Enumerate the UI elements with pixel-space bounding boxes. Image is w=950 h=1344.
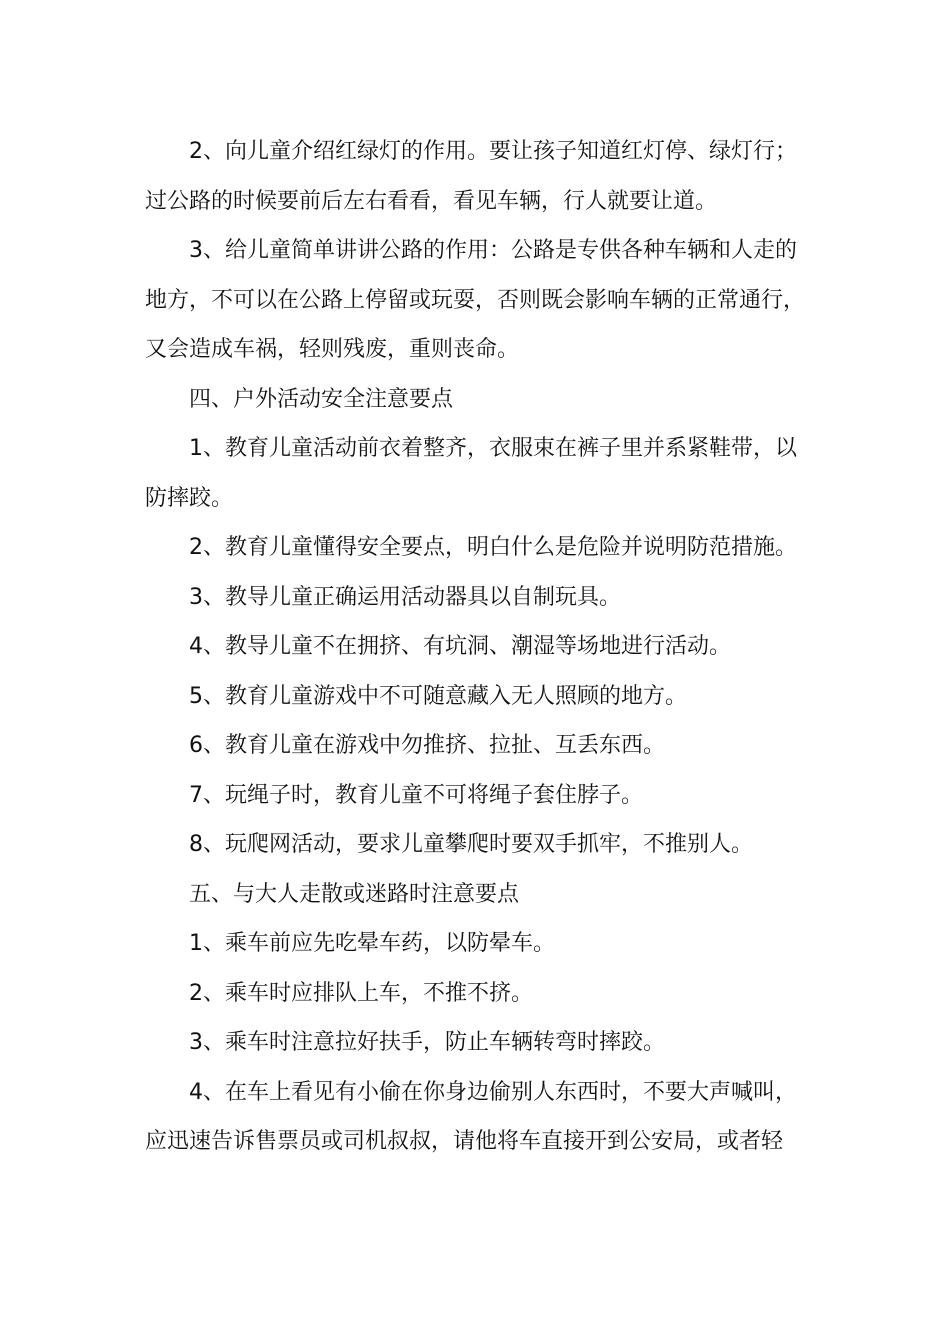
paragraph-lost-4: 4、在车上看见有小偷在你身边偷别人东西时，不要大声喊叫，应迅速告诉售票员或司机叔叔，请他将车直接开到公安局，或者轻 — [145, 1079, 797, 1154]
section-heading-lost-safety: 五、与大人走散或迷路时注意要点 — [189, 881, 520, 907]
paragraph-outdoor-7: 7、玩绳子时，教育儿童不可将绳子套住脖子。 — [189, 782, 643, 808]
paragraph-outdoor-8: 8、玩爬网活动，要求儿童攀爬时要双手抓牢，不推别人。 — [189, 832, 753, 857]
paragraph-traffic-light: 2、向儿童介绍红绿灯的作用。要让孩子知道红灯停、绿灯行；过公路的时候要前后左右看看，看见车辆，行人就要让道。 — [145, 139, 797, 214]
paragraph-outdoor-2: 2、教育儿童懂得安全要点，明白什么是危险并说明防范措施。 — [189, 535, 797, 560]
paragraph-outdoor-6: 6、教育儿童在游戏中勿推挤、拉扯、互丢东西。 — [189, 733, 665, 758]
paragraph-outdoor-5: 5、教育儿童游戏中不可随意藏入无人照顾的地方。 — [189, 683, 687, 709]
paragraph-lost-2: 2、乘车时应排队上车，不推不挤。 — [189, 980, 533, 1006]
paragraph-outdoor-3: 3、教导儿童正确运用活动器具以自制玩具。 — [189, 584, 621, 610]
paragraph-outdoor-1: 1、教育儿童活动前衣着整齐，衣服束在裤子里并系紧鞋带，以防摔跤。 — [145, 436, 797, 511]
document-page — [145, 127, 810, 1167]
paragraph-lost-3: 3、乘车时注意拉好扶手，防止车辆转弯时摔跤。 — [189, 1030, 665, 1055]
section-heading-outdoor-safety: 四、户外活动安全注意要点 — [189, 386, 454, 412]
paragraph-outdoor-4: 4、教导儿童不在拥挤、有坑洞、潮湿等场地进行活动。 — [189, 634, 731, 659]
paragraph-road-purpose: 3、给儿童简单讲讲公路的作用：公路是专供各种车辆和人走的地方，不可以在公路上停留或玩耍，否则既会影响车辆的正常通行，又会造成车祸，轻则残废，重则丧命。 — [145, 238, 806, 362]
paragraph-lost-1: 1、乘车前应先吃晕车药，以防晕车。 — [189, 931, 555, 956]
